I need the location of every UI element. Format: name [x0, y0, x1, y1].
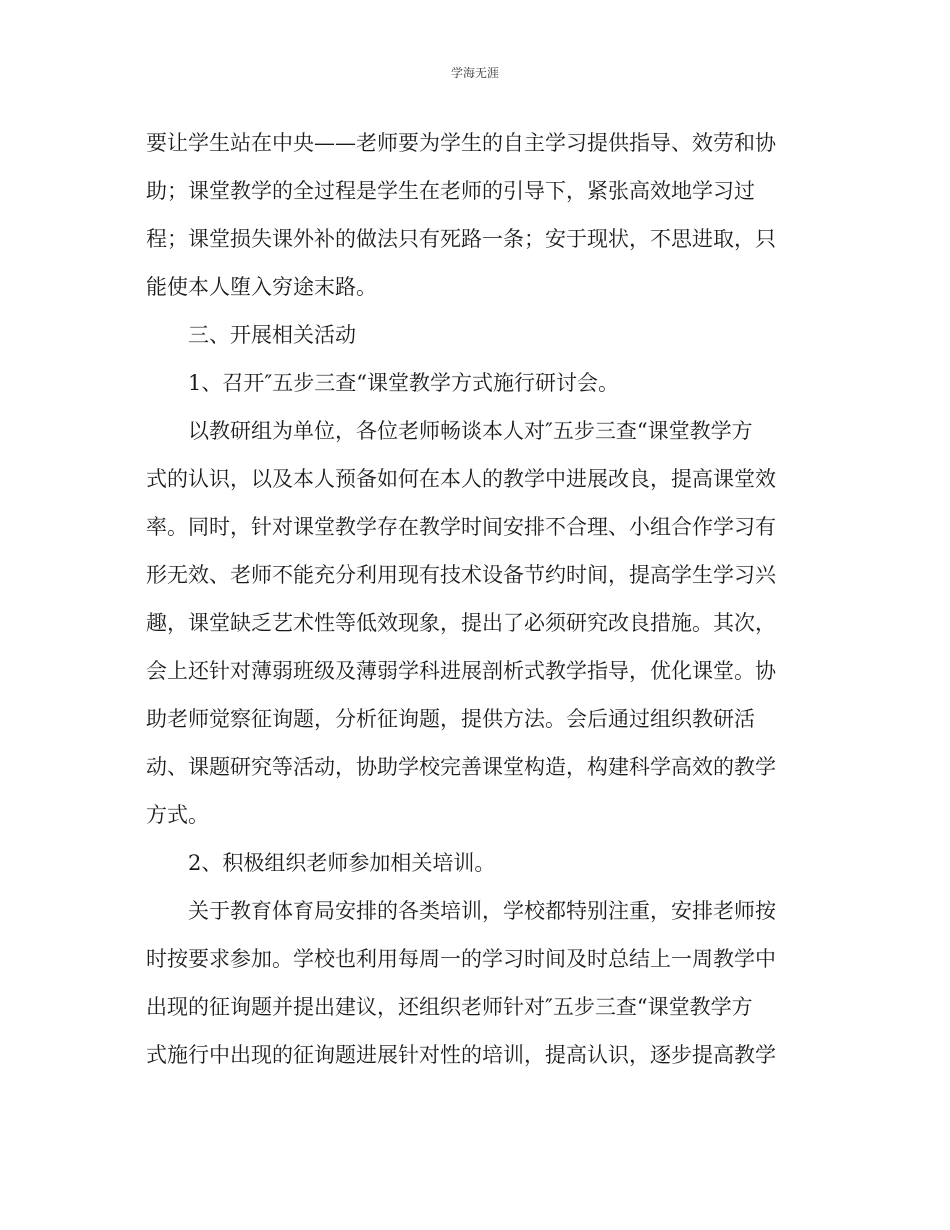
subsection-heading: 1、召开″五步三查“课堂教学方式施行研讨会。 — [188, 371, 619, 395]
section-heading: 三、开展相关活动 — [188, 323, 356, 347]
text-line: 趣，课堂缺乏艺术性等低效现象，提出了必须研究改良措施。其次， — [146, 611, 776, 635]
text-line: 式施行中出现的征询题进展针对性的培训，提高认识，逐步提高教学 — [146, 1043, 776, 1067]
text-line: 助老师觉察征询题，分析征询题，提供方法。会后通过组织教研活 — [146, 707, 755, 731]
text-line: 能使本人堕入穷途末路。 — [146, 275, 377, 299]
text-line: 方式。 — [146, 803, 209, 827]
text-line: 率。同时，针对课堂教学存在教学时间安排不合理、小组合作学习有 — [146, 515, 776, 539]
text-line: 以教研组为单位，各位老师畅谈本人对″五步三查“课堂教学方 — [188, 419, 753, 443]
text-line: 关于教育体育局安排的各类培训，学校都特别注重，安排老师按 — [188, 899, 776, 923]
text-line: 程；课堂损失课外补的做法只有死路一条；安于现状，不思进取，只 — [146, 227, 776, 251]
text-line: 会上还针对薄弱班级及薄弱学科进展剖析式教学指导，优化课堂。协 — [146, 659, 776, 683]
subsection-heading: 2、积极组织老师参加相关培训。 — [188, 851, 496, 875]
text-line: 时按要求参加。学校也利用每周一的学习时间及时总结上一周教学中 — [146, 947, 776, 971]
text-line: 要让学生站在中央——老师要为学生的自主学习提供指导、效劳和协 — [146, 131, 776, 155]
text-line: 出现的征询题并提出建议，还组织老师针对″五步三查“课堂教学方 — [146, 995, 753, 1019]
page-header: 学海无涯 — [450, 66, 499, 80]
document-body — [146, 119, 806, 1079]
text-line: 助；课堂教学的全过程是学生在老师的引导下，紧张高效地学习过 — [146, 179, 755, 203]
text-line: 式的认识，以及本人预备如何在本人的教学中进展改良，提高课堂效 — [146, 467, 776, 491]
text-line: 动、课题研究等活动，协助学校完善课堂构造，构建科学高效的教学 — [146, 755, 776, 779]
text-line: 形无效、老师不能充分利用现有技术设备节约时间，提高学生学习兴 — [146, 563, 776, 587]
